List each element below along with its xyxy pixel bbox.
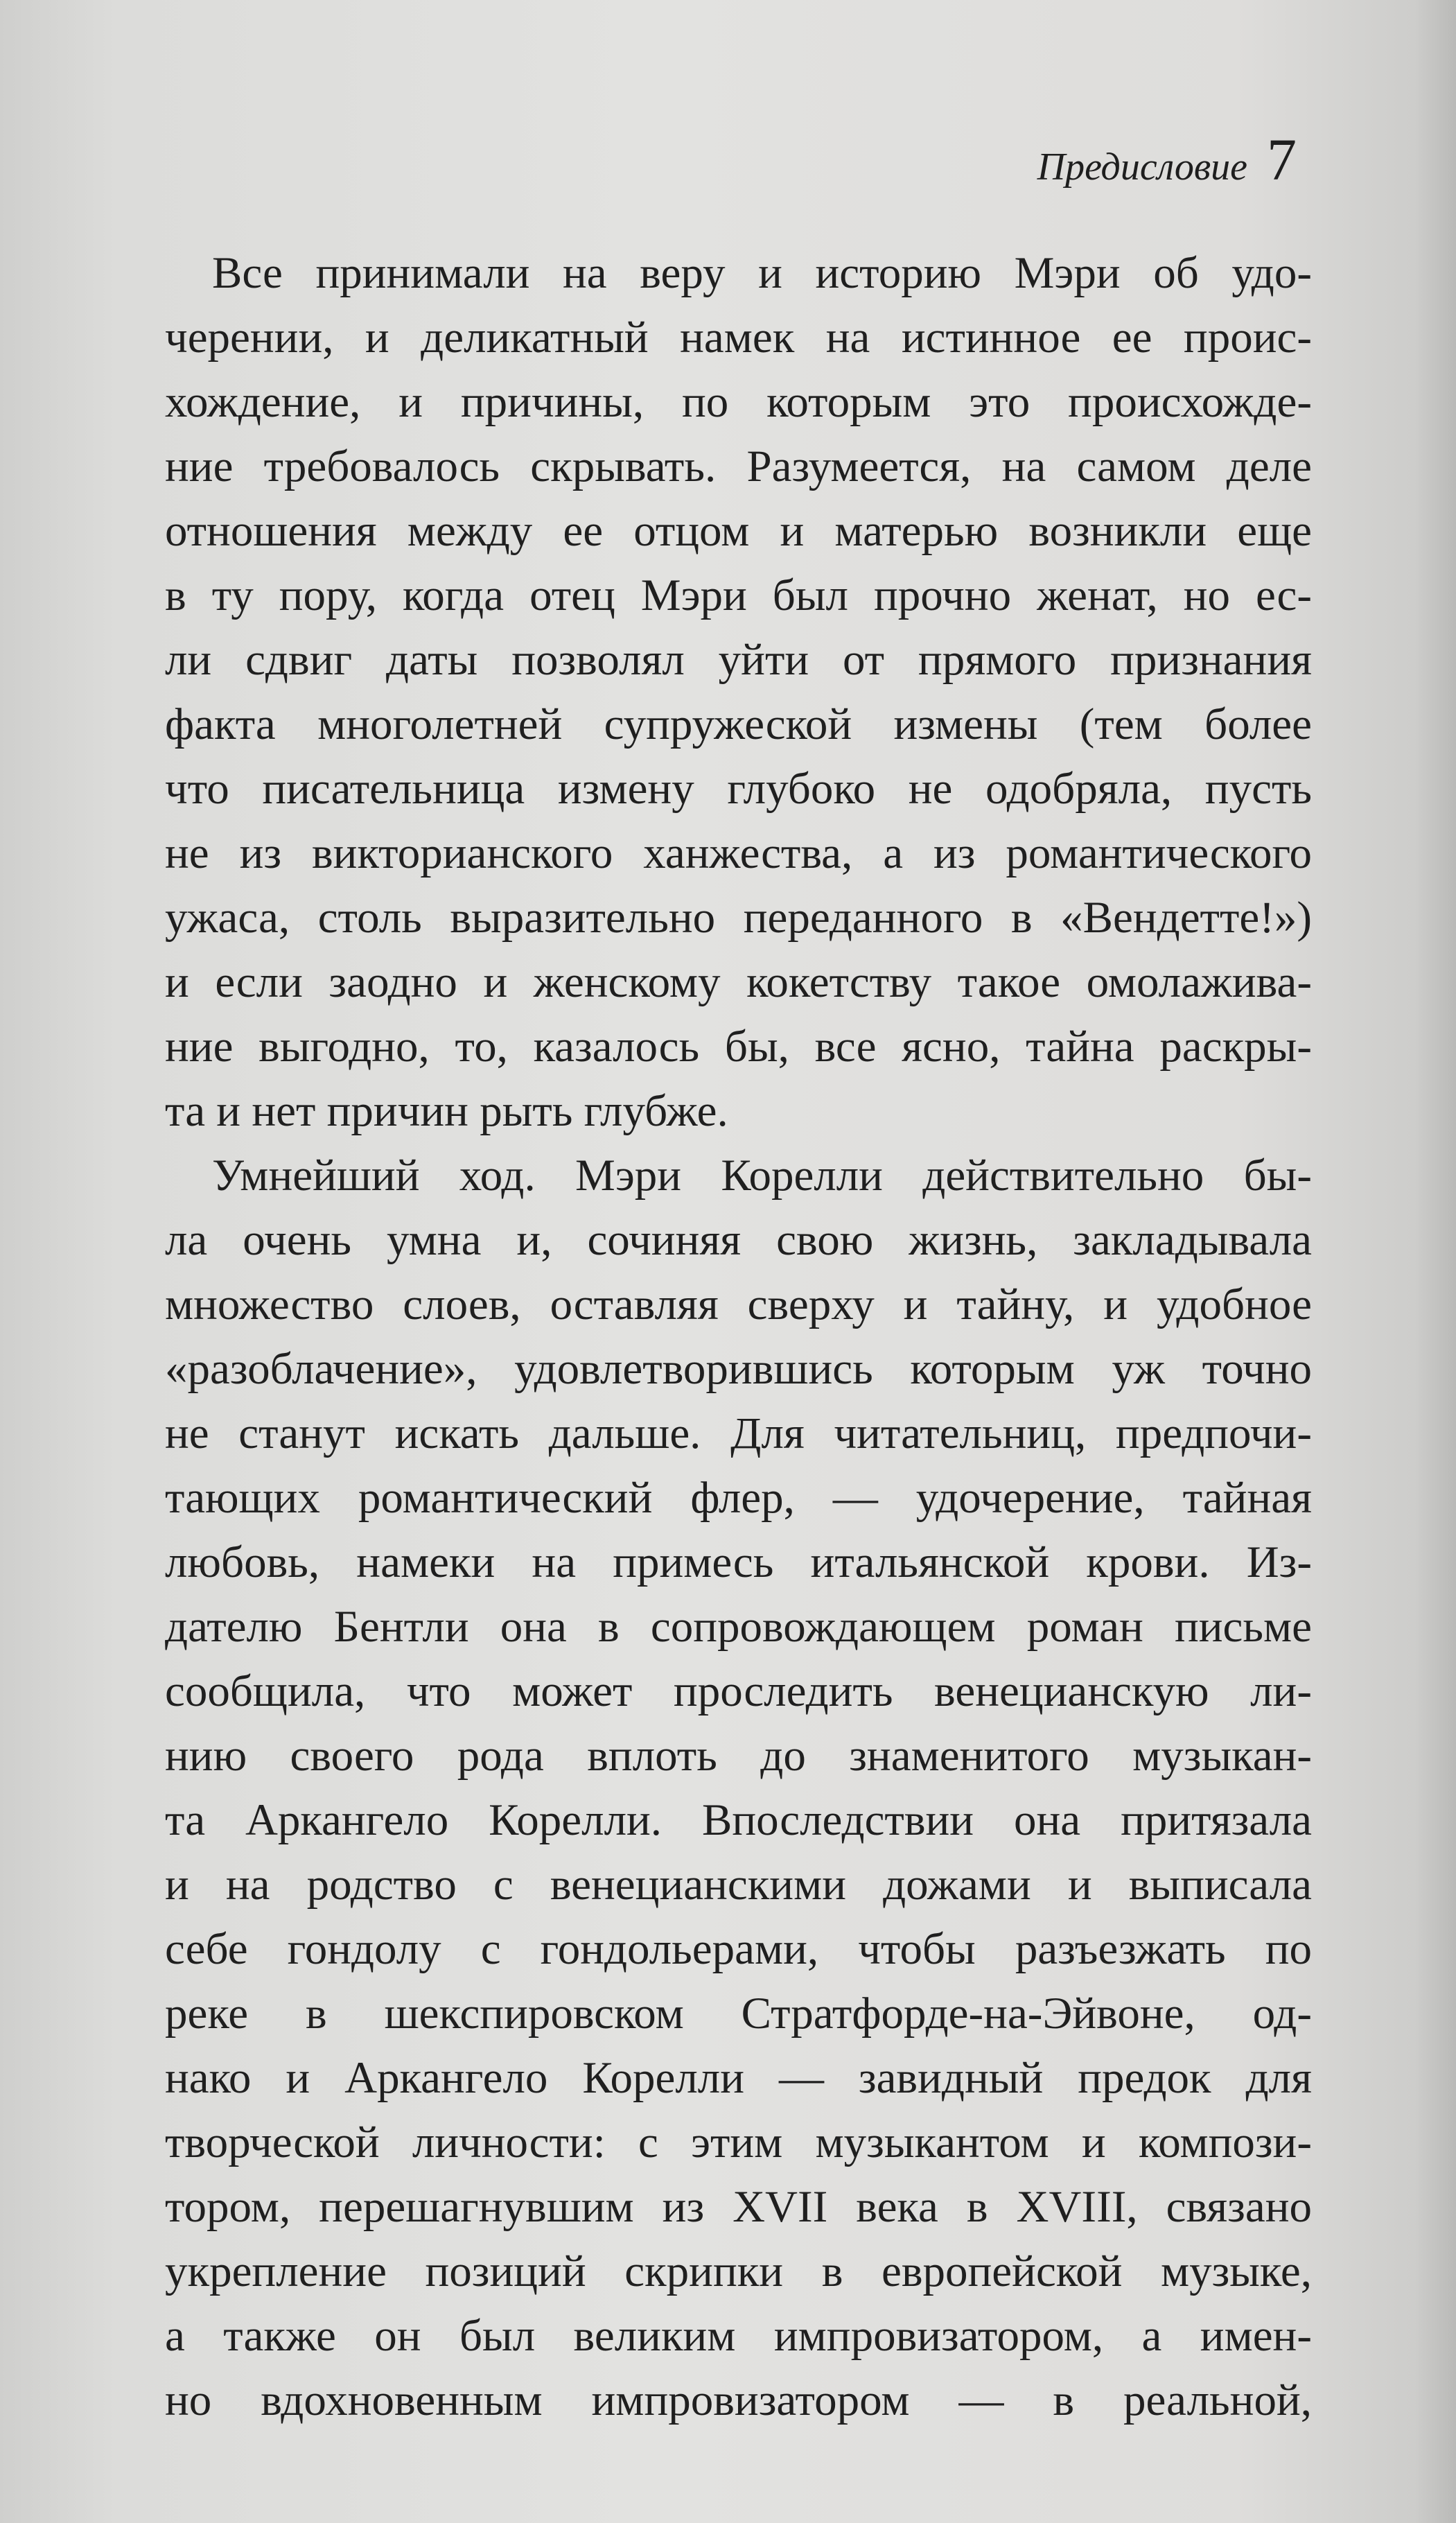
text-line: тором, перешагнувшим из XVII века в XVIII, связано	[165, 2182, 1312, 2232]
text-line: множество слоев, оставляя сверху и тайну, и удобное	[165, 1280, 1312, 1329]
text-line: Все принимали на веру и историю Мэри об удо-	[212, 248, 1312, 298]
text-line: реке в шекспировском Стратфорде-на-Эйвоне, од-	[165, 1989, 1312, 2039]
text-line: факта многолетней супружеской измены (тем более	[165, 699, 1312, 749]
page-edge-shadow	[1414, 0, 1456, 2523]
text-line: «разоблачение», удовлетворившись которым уж точно	[165, 1344, 1312, 1394]
text-line: но вдохновенным импровизатором — в реальной,	[165, 2375, 1312, 2425]
body-text	[165, 241, 1312, 2433]
running-head-title: Предисловие	[1037, 146, 1247, 189]
text-line: не станут искать дальше. Для читательниц, предпочи-	[165, 1408, 1312, 1458]
text-line: та и нет причин рыть глубже.	[165, 1086, 728, 1136]
text-line: укрепление позиций скрипки в европейской музыке,	[165, 2246, 1312, 2296]
text-line: ние выгодно, то, казалось бы, все ясно, тайна раскры-	[165, 1022, 1312, 1072]
text-line: что писательница измену глубоко не одобряла, пусть	[165, 764, 1312, 814]
text-line: творческой личности: с этим музыкантом и компози-	[165, 2118, 1312, 2167]
text-line: ла очень умна и, сочиняя свою жизнь, закладывала	[165, 1215, 1312, 1265]
text-line: отношения между ее отцом и матерью возникли еще	[165, 506, 1312, 556]
text-line: любовь, намеки на примесь итальянской крови. Из-	[165, 1537, 1312, 1587]
page-number: 7	[1267, 126, 1297, 193]
text-line: черении, и деликатный намек на истинное ее проис-	[165, 313, 1312, 363]
text-line: ли сдвиг даты позволял уйти от прямого признания	[165, 635, 1312, 685]
text-line: себе гондолу с гондольерами, чтобы разъезжать по	[165, 1924, 1312, 1974]
text-line: не из викторианского ханжества, а из романтического	[165, 828, 1312, 878]
text-line: ужаса, столь выразительно переданного в «Вендетте!»)	[165, 893, 1312, 943]
text-line: и на родство с венецианскими дожами и выписала	[165, 1860, 1312, 1910]
text-line: а также он был великим импровизатором, а имен-	[165, 2311, 1312, 2361]
text-line: нако и Аркангело Корелли — завидный предок для	[165, 2053, 1312, 2103]
running-head	[1037, 125, 1297, 194]
text-line: Умнейший ход. Мэри Корелли действительно бы-	[212, 1151, 1312, 1201]
text-line: в ту пору, когда отец Мэри был прочно женат, но ес-	[165, 570, 1312, 620]
text-line: ние требовалось скрывать. Разумеется, на самом деле	[165, 442, 1312, 491]
text-line: и если заодно и женскому кокетству такое омолажива-	[165, 957, 1312, 1007]
text-line: сообщила, что может проследить венецианскую ли-	[165, 1666, 1312, 1716]
text-line: хождение, и причины, по которым это происхожде-	[165, 377, 1312, 427]
text-line: тающих романтический флер, — удочерение, тайная	[165, 1473, 1312, 1523]
text-line: дателю Бентли она в сопровождающем роман письме	[165, 1602, 1312, 1652]
text-line: нию своего рода вплоть до знаменитого музыкан-	[165, 1731, 1312, 1781]
text-line: та Аркангело Корелли. Впоследствии она притязала	[165, 1795, 1312, 1845]
